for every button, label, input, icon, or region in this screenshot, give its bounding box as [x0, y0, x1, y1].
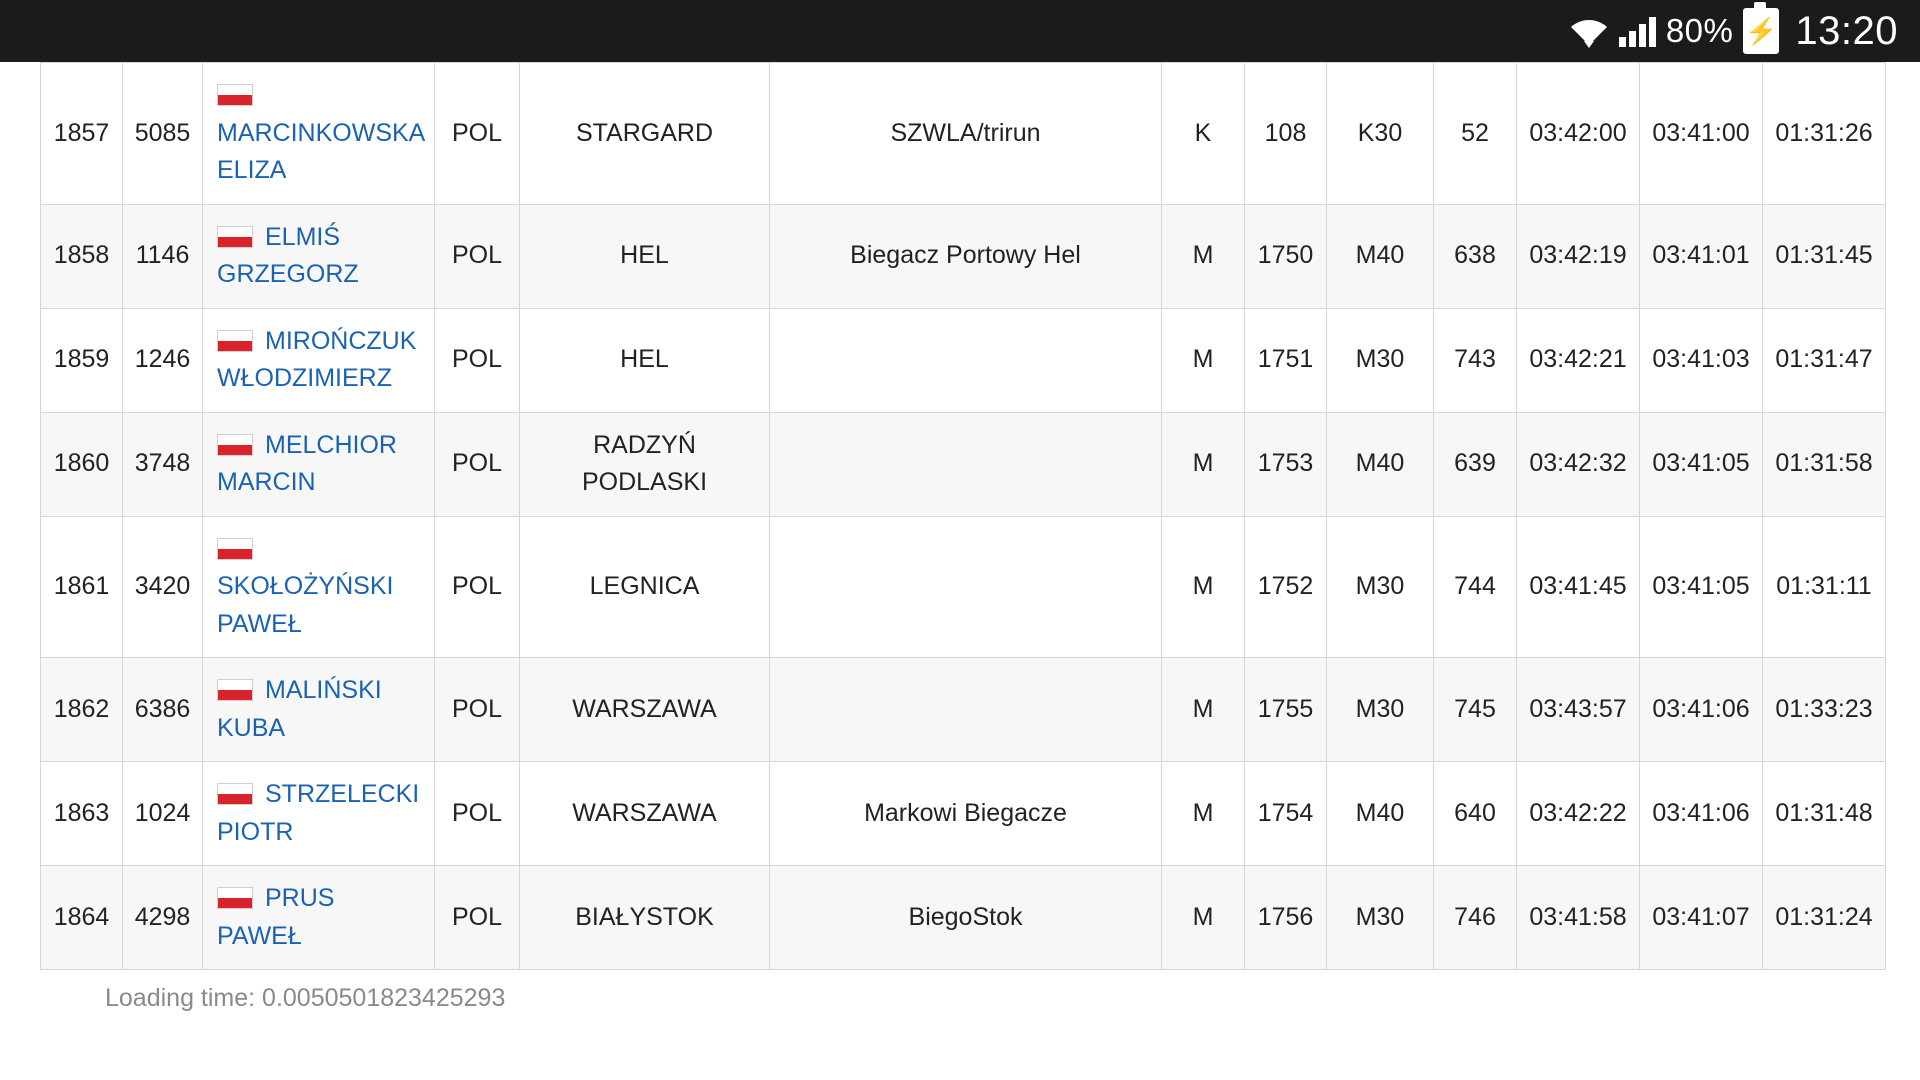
- cell-time3: 01:33:23: [1763, 658, 1886, 762]
- cell-club: [770, 516, 1162, 658]
- cell-signal-icon: [1619, 15, 1656, 47]
- cell-country: POL: [435, 63, 520, 205]
- cell-time1: 03:42:32: [1517, 412, 1640, 516]
- cell-bib: 1246: [123, 308, 203, 412]
- cell-country: POL: [435, 412, 520, 516]
- cell-time3: 01:31:58: [1763, 412, 1886, 516]
- poland-flag-icon: [217, 226, 253, 248]
- cell-country: POL: [435, 866, 520, 970]
- poland-flag-icon: [217, 434, 253, 456]
- cell-sex_place: 108: [1245, 63, 1327, 205]
- runner-name-link[interactable]: PRUS PAWEŁ: [217, 884, 335, 950]
- cell-bib: 1024: [123, 762, 203, 866]
- cell-time1: 03:42:21: [1517, 308, 1640, 412]
- cell-time3: 01:31:24: [1763, 866, 1886, 970]
- cell-bib: 1146: [123, 204, 203, 308]
- cell-country: POL: [435, 308, 520, 412]
- poland-flag-icon: [217, 783, 253, 805]
- wifi-icon: [1569, 14, 1609, 48]
- cell-category: M40: [1327, 762, 1434, 866]
- cell-time2: 03:41:03: [1640, 308, 1763, 412]
- cell-category: M30: [1327, 658, 1434, 762]
- cell-sex: M: [1162, 516, 1245, 658]
- cell-club: Biegacz Portowy Hel: [770, 204, 1162, 308]
- cell-city: HEL: [520, 308, 770, 412]
- cell-city: STARGARD: [520, 63, 770, 205]
- runner-name-link[interactable]: MELCHIOR MARCIN: [217, 430, 397, 496]
- cell-name: [203, 412, 435, 516]
- table-row: [41, 762, 1886, 866]
- cell-time3: 01:31:47: [1763, 308, 1886, 412]
- cell-sex: M: [1162, 412, 1245, 516]
- cell-time2: 03:41:00: [1640, 63, 1763, 205]
- cell-club: SZWLA/trirun: [770, 63, 1162, 205]
- cell-sex_place: 1752: [1245, 516, 1327, 658]
- cell-category: K30: [1327, 63, 1434, 205]
- cell-sex: M: [1162, 308, 1245, 412]
- cell-bib: 5085: [123, 63, 203, 205]
- cell-category: M30: [1327, 516, 1434, 658]
- poland-flag-icon: [217, 330, 253, 352]
- cell-bib: 4298: [123, 866, 203, 970]
- table-row: [41, 658, 1886, 762]
- runner-name-link[interactable]: ELMIŚ GRZEGORZ: [217, 222, 359, 288]
- cell-time2: 03:41:06: [1640, 762, 1763, 866]
- cell-time3: 01:31:45: [1763, 204, 1886, 308]
- cell-sex_place: 1750: [1245, 204, 1327, 308]
- cell-time1: 03:41:45: [1517, 516, 1640, 658]
- poland-flag-icon: [217, 84, 253, 106]
- poland-flag-icon: [217, 887, 253, 909]
- runner-name-link[interactable]: SKOŁOŻYŃSKI PAWEŁ: [217, 572, 394, 638]
- table-row: [41, 204, 1886, 308]
- cell-name: [203, 762, 435, 866]
- cell-time1: 03:42:00: [1517, 63, 1640, 205]
- cell-place: 1861: [41, 516, 123, 658]
- cell-city: LEGNICA: [520, 516, 770, 658]
- cell-club: BiegoStok: [770, 866, 1162, 970]
- cell-category: M40: [1327, 412, 1434, 516]
- cell-country: POL: [435, 204, 520, 308]
- cell-bib: 3420: [123, 516, 203, 658]
- cell-time2: 03:41:05: [1640, 412, 1763, 516]
- cell-sex_place: 1753: [1245, 412, 1327, 516]
- cell-country: POL: [435, 762, 520, 866]
- cell-place: 1857: [41, 63, 123, 205]
- cell-name: [203, 308, 435, 412]
- cell-name: [203, 658, 435, 762]
- cell-place: 1862: [41, 658, 123, 762]
- cell-name: [203, 63, 435, 205]
- cell-sex: M: [1162, 204, 1245, 308]
- cell-sex: K: [1162, 63, 1245, 205]
- cell-category_place: 744: [1434, 516, 1517, 658]
- cell-time2: 03:41:07: [1640, 866, 1763, 970]
- results-table: [40, 62, 1886, 970]
- cell-bib: 6386: [123, 658, 203, 762]
- cell-time2: 03:41:05: [1640, 516, 1763, 658]
- cell-time2: 03:41:01: [1640, 204, 1763, 308]
- cell-category: M30: [1327, 866, 1434, 970]
- runner-name-link[interactable]: MALIŃSKI KUBA: [217, 676, 382, 742]
- cell-club: [770, 308, 1162, 412]
- runner-name-link[interactable]: MIROŃCZUK WŁODZIMIERZ: [217, 326, 417, 392]
- cell-place: 1863: [41, 762, 123, 866]
- runner-name-link[interactable]: STRZELECKI PIOTR: [217, 780, 420, 846]
- cell-category_place: 52: [1434, 63, 1517, 205]
- cell-category_place: 745: [1434, 658, 1517, 762]
- cell-place: 1864: [41, 866, 123, 970]
- status-bar: [0, 0, 1920, 62]
- cell-sex: M: [1162, 658, 1245, 762]
- status-clock: 13:20: [1795, 8, 1898, 53]
- table-row: [41, 308, 1886, 412]
- cell-place: 1859: [41, 308, 123, 412]
- table-row: [41, 866, 1886, 970]
- cell-sex_place: 1755: [1245, 658, 1327, 762]
- cell-club: [770, 658, 1162, 762]
- cell-category_place: 638: [1434, 204, 1517, 308]
- cell-time1: 03:42:22: [1517, 762, 1640, 866]
- cell-city: WARSZAWA: [520, 658, 770, 762]
- cell-time1: 03:41:58: [1517, 866, 1640, 970]
- cell-sex: M: [1162, 866, 1245, 970]
- cell-club: Markowi Biegacze: [770, 762, 1162, 866]
- table-row: [41, 516, 1886, 658]
- cell-place: 1860: [41, 412, 123, 516]
- cell-time3: 01:31:11: [1763, 516, 1886, 658]
- cell-category_place: 746: [1434, 866, 1517, 970]
- cell-category: M40: [1327, 204, 1434, 308]
- cell-time1: 03:42:19: [1517, 204, 1640, 308]
- cell-category_place: 743: [1434, 308, 1517, 412]
- poland-flag-icon: [217, 538, 253, 560]
- cell-city: HEL: [520, 204, 770, 308]
- cell-sex_place: 1756: [1245, 866, 1327, 970]
- cell-category_place: 640: [1434, 762, 1517, 866]
- cell-name: [203, 204, 435, 308]
- cell-city: WARSZAWA: [520, 762, 770, 866]
- cell-time3: 01:31:26: [1763, 63, 1886, 205]
- cell-city: RADZYŃ PODLASKI: [520, 412, 770, 516]
- cell-city: BIAŁYSTOK: [520, 866, 770, 970]
- cell-category_place: 639: [1434, 412, 1517, 516]
- cell-sex_place: 1754: [1245, 762, 1327, 866]
- table-row: [41, 63, 1886, 205]
- cell-time2: 03:41:06: [1640, 658, 1763, 762]
- table-row: [41, 412, 1886, 516]
- loading-time-note: Loading time: 0.0050501823425293: [105, 984, 506, 1012]
- cell-name: [203, 866, 435, 970]
- cell-time1: 03:43:57: [1517, 658, 1640, 762]
- cell-club: [770, 412, 1162, 516]
- poland-flag-icon: [217, 679, 253, 701]
- cell-sex_place: 1751: [1245, 308, 1327, 412]
- runner-name-link[interactable]: MARCINKOWSKA ELIZA: [217, 118, 424, 184]
- cell-category: M30: [1327, 308, 1434, 412]
- cell-time3: 01:31:48: [1763, 762, 1886, 866]
- battery-charging-icon: ⚡: [1743, 8, 1779, 54]
- cell-country: POL: [435, 516, 520, 658]
- cell-sex: M: [1162, 762, 1245, 866]
- cell-name: [203, 516, 435, 658]
- results-table-scroll-area[interactable]: [0, 62, 1920, 1012]
- cell-country: POL: [435, 658, 520, 762]
- cell-bib: 3748: [123, 412, 203, 516]
- cell-place: 1858: [41, 204, 123, 308]
- battery-percent-label: 80%: [1665, 12, 1734, 49]
